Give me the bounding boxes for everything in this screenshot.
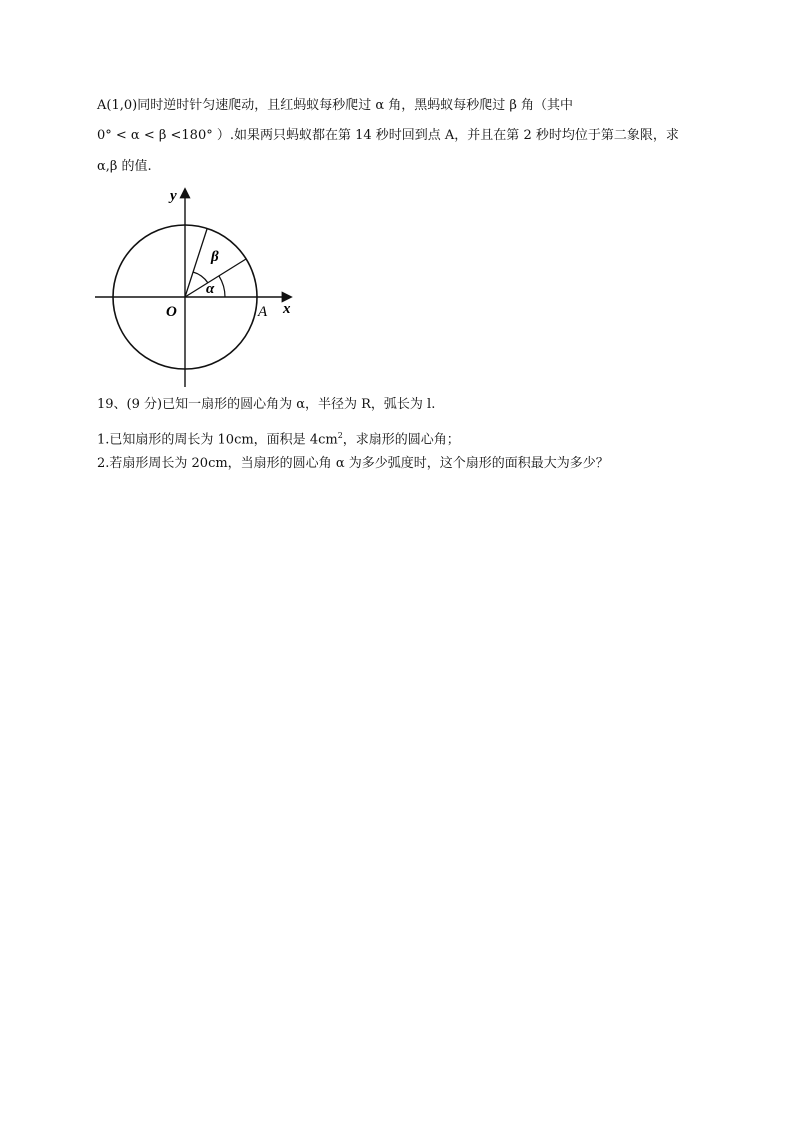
problem18-line2: 0° < α < β <180° ）.如果两只蚂蚁都在第 14 秒时回到点 A，并且在第 2 秒时均位于第二象限，求: [97, 128, 679, 143]
problem18-line3: α,β 的值.: [97, 159, 152, 174]
problem19-part2: 2.若扇形周长为 20cm，当扇形的圆心角 α 为多少弧度时，这个扇形的面积最大为多少？: [97, 456, 609, 471]
alpha-arc: [219, 276, 225, 297]
ray-beta: [185, 229, 207, 297]
problem19-heading: 19、(9 分)已知一扇形的圆心角为 α，半径为 R，弧长为 l.: [97, 397, 436, 412]
problem19-part1-sup: 2: [337, 431, 343, 440]
y-axis-label: y: [170, 188, 177, 204]
problem18-line1: A(1,0)同时逆时针匀速爬动，且红蚂蚁每秒爬过 α 角，黑蚂蚁每秒爬过 β 角（其中: [97, 98, 574, 113]
alpha-label: α: [206, 281, 215, 297]
unit-circle-figure: [90, 182, 300, 392]
problem19-part1-suffix: ，求扇形的圆心角；: [342, 432, 460, 448]
problem19-part1: [97, 427, 460, 449]
point-a-label: A: [258, 304, 268, 320]
beta-label: β: [211, 249, 219, 265]
problem19-part1-prefix: 1.已知扇形的周长为 10cm，面积是 4cm: [97, 432, 338, 448]
x-axis-label: x: [283, 301, 291, 317]
origin-label: O: [166, 304, 177, 320]
